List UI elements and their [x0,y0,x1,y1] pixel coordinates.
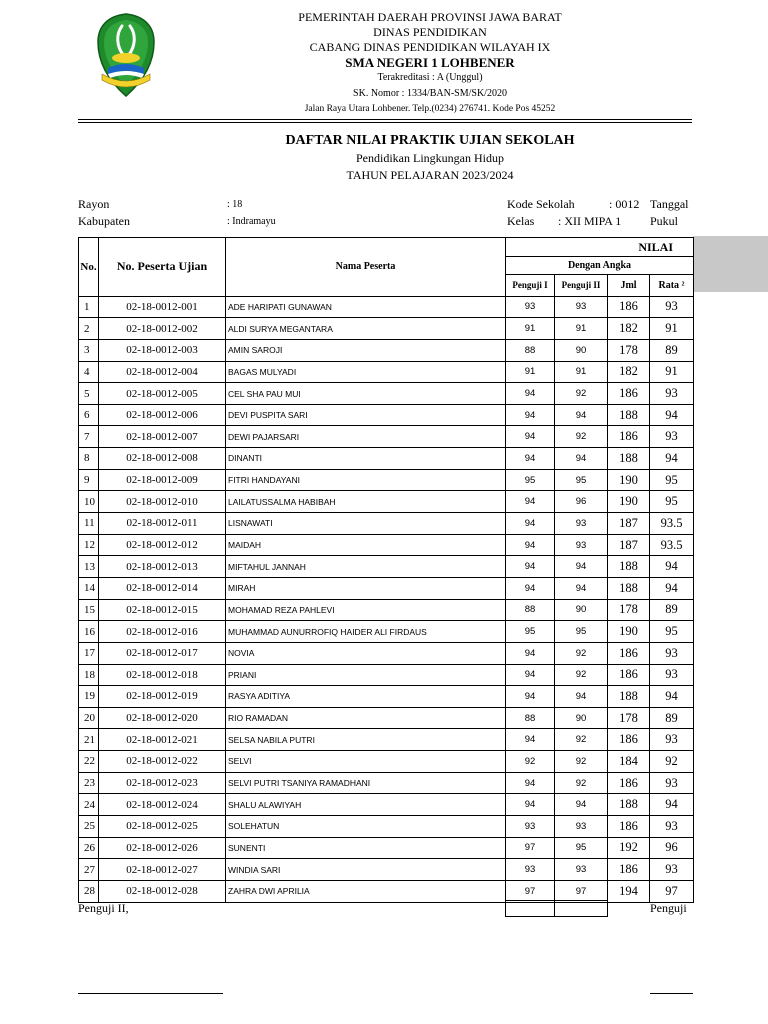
header-divider [78,119,692,120]
participant-id: 02-18-0012-024 [99,794,226,816]
participant-id: 02-18-0012-027 [99,859,226,881]
score-penguji-2: 94 [555,556,608,578]
score-penguji-2: 96 [555,491,608,513]
score-average: 95 [650,621,694,643]
score-total: 188 [608,556,650,578]
participant-id: 02-18-0012-023 [99,772,226,794]
participant-name: SOLEHATUN [226,816,506,838]
footer-penguji-2: Penguji II, [78,901,129,915]
participant-name: ALDI SURYA MEGANTARA [226,318,506,340]
score-penguji-2: 94 [555,448,608,470]
score-penguji-2: 93 [555,816,608,838]
row-number: 5 [79,383,99,405]
participant-id: 02-18-0012-020 [99,707,226,729]
score-penguji-2: 94 [555,794,608,816]
table-row [79,664,694,686]
table-row [79,880,694,902]
participant-id: 02-18-0012-014 [99,577,226,599]
row-number: 28 [79,880,99,902]
header-participant-id: No. Peserta Ujian [99,238,226,297]
score-penguji-2: 95 [555,469,608,491]
signature-line-left [78,993,223,994]
row-number: 19 [79,686,99,708]
table-row [79,383,694,405]
table-row [79,556,694,578]
rayon-value: : 18 [227,199,243,210]
participant-id: 02-18-0012-025 [99,816,226,838]
row-number: 25 [79,816,99,838]
participant-id: 02-18-0012-015 [99,599,226,621]
participant-name: MUHAMMAD AUNURROFIQ HAIDER ALI FIRDAUS [226,621,506,643]
score-average: 97 [650,880,694,902]
score-total: 190 [608,469,650,491]
score-average: 94 [650,556,694,578]
score-penguji-1: 91 [506,361,555,383]
row-number: 1 [79,296,99,318]
participant-id: 02-18-0012-028 [99,880,226,902]
kabupaten-label: Kabupaten [78,214,130,228]
participant-id: 02-18-0012-012 [99,534,226,556]
table-row [79,448,694,470]
score-average: 94 [650,448,694,470]
score-average: 93 [650,383,694,405]
participant-id: 02-18-0012-022 [99,751,226,773]
header-rata: Rata ² [650,275,694,297]
header-sk-number: SK. Nomor : 1334/BAN-SM/SK/2020 [353,88,507,99]
table-row [79,426,694,448]
score-average: 93 [650,729,694,751]
participant-name: SHALU ALAWIYAH [226,794,506,816]
score-average: 93.5 [650,534,694,556]
score-total: 186 [608,426,650,448]
document-title: DAFTAR NILAI PRAKTIK UJIAN SEKOLAH [285,133,575,148]
row-number: 22 [79,751,99,773]
row-number: 14 [79,577,99,599]
score-penguji-2: 94 [555,404,608,426]
participant-name: PRIANI [226,664,506,686]
table-row [79,686,694,708]
pukul-label: Pukul [650,214,679,228]
document-year: TAHUN PELAJARAN 2023/2024 [346,168,514,182]
score-penguji-1: 88 [506,339,555,361]
score-total: 186 [608,772,650,794]
participant-id: 02-18-0012-017 [99,642,226,664]
rayon-label: Rayon [78,197,110,211]
participant-id: 02-18-0012-026 [99,837,226,859]
participant-name: SUNENTI [226,837,506,859]
score-penguji-1: 94 [506,448,555,470]
header-school-name: SMA NEGERI 1 LOHBENER [345,55,515,70]
score-total: 186 [608,383,650,405]
participant-id: 02-18-0012-010 [99,491,226,513]
participant-id: 02-18-0012-005 [99,383,226,405]
score-penguji-2: 95 [555,837,608,859]
score-average: 93.5 [650,513,694,535]
score-total: 194 [608,880,650,902]
score-penguji-1: 88 [506,707,555,729]
score-penguji-2: 94 [555,577,608,599]
score-penguji-2: 90 [555,707,608,729]
score-average: 89 [650,599,694,621]
score-penguji-1: 94 [506,383,555,405]
score-penguji-2: 92 [555,426,608,448]
kelas-label: Kelas [507,214,535,228]
participant-id: 02-18-0012-018 [99,664,226,686]
row-number: 7 [79,426,99,448]
score-total: 190 [608,491,650,513]
score-penguji-2: 93 [555,534,608,556]
score-penguji-1: 94 [506,534,555,556]
score-average: 95 [650,469,694,491]
row-number: 11 [79,513,99,535]
table-row [79,361,694,383]
row-number: 16 [79,621,99,643]
score-penguji-1: 94 [506,794,555,816]
score-penguji-2: 92 [555,642,608,664]
row-number: 21 [79,729,99,751]
score-penguji-1: 93 [506,816,555,838]
score-penguji-1: 93 [506,859,555,881]
participant-name: SELSA NABILA PUTRI [226,729,506,751]
score-average: 93 [650,816,694,838]
table-row [79,513,694,535]
participant-name: CEL SHA PAU MUI [226,383,506,405]
table-row [79,534,694,556]
participant-name: LAILATUSSALMA HABIBAH [226,491,506,513]
participant-name: MIRAH [226,577,506,599]
score-average: 92 [650,751,694,773]
participant-name: SELVI PUTRI TSANIYA RAMADHANI [226,772,506,794]
score-penguji-1: 88 [506,599,555,621]
participant-name: MAIDAH [226,534,506,556]
score-penguji-2: 93 [555,859,608,881]
score-total: 184 [608,751,650,773]
kode-sekolah-label: Kode Sekolah [507,197,575,211]
table-row [79,729,694,751]
table-row [79,296,694,318]
table-row [79,318,694,340]
score-average: 93 [650,772,694,794]
jawa-barat-emblem-logo [94,12,158,98]
score-total: 178 [608,339,650,361]
score-penguji-1: 94 [506,513,555,535]
score-penguji-1: 95 [506,621,555,643]
score-total: 178 [608,599,650,621]
row-number: 9 [79,469,99,491]
table-row [79,859,694,881]
score-penguji-1: 93 [506,296,555,318]
shaded-cell-area [693,236,768,292]
table-row [79,339,694,361]
score-penguji-1: 94 [506,686,555,708]
row-number: 17 [79,642,99,664]
score-penguji-2: 97 [555,880,608,902]
score-penguji-1: 95 [506,469,555,491]
score-average: 91 [650,318,694,340]
score-penguji-1: 94 [506,577,555,599]
score-penguji-2: 90 [555,339,608,361]
table-row [79,642,694,664]
participant-id: 02-18-0012-006 [99,404,226,426]
score-total: 186 [608,729,650,751]
participant-name: MIFTAHUL JANNAH [226,556,506,578]
score-total: 190 [608,621,650,643]
row-number: 3 [79,339,99,361]
score-table [78,237,694,903]
row-number: 15 [79,599,99,621]
participant-id: 02-18-0012-009 [99,469,226,491]
score-total: 192 [608,837,650,859]
row-number: 24 [79,794,99,816]
score-average: 94 [650,686,694,708]
score-penguji-2: 92 [555,729,608,751]
row-number: 23 [79,772,99,794]
table-row [79,837,694,859]
header-penguji-1: Penguji I [506,275,555,297]
row-number: 27 [79,859,99,881]
score-penguji-2: 92 [555,772,608,794]
score-total: 182 [608,318,650,340]
score-penguji-2: 92 [555,664,608,686]
participant-id: 02-18-0012-002 [99,318,226,340]
score-total: 188 [608,577,650,599]
table-row [79,772,694,794]
participant-name: ADE HARIPATI GUNAWAN [226,296,506,318]
header-dengan-angka: Dengan Angka [506,257,694,275]
score-total: 186 [608,859,650,881]
score-penguji-1: 94 [506,491,555,513]
row-number: 2 [79,318,99,340]
score-average: 93 [650,664,694,686]
row-number: 26 [79,837,99,859]
kode-sekolah-value: : 0012 [609,197,640,211]
signature-line-right [650,993,693,994]
participant-id: 02-18-0012-007 [99,426,226,448]
score-average: 93 [650,859,694,881]
score-average: 91 [650,361,694,383]
score-penguji-2: 91 [555,361,608,383]
score-penguji-2: 93 [555,296,608,318]
participant-name: SELVI [226,751,506,773]
score-penguji-1: 94 [506,664,555,686]
table-row [79,621,694,643]
score-penguji-2: 91 [555,318,608,340]
header-penguji-2: Penguji II [555,275,608,297]
kabupaten-value: : Indramayu [227,216,276,227]
score-penguji-1: 97 [506,837,555,859]
participant-name: DEWI PAJARSARI [226,426,506,448]
participant-name: MOHAMAD REZA PAHLEVI [226,599,506,621]
score-penguji-1: 94 [506,772,555,794]
participant-id: 02-18-0012-021 [99,729,226,751]
participant-id: 02-18-0012-001 [99,296,226,318]
table-row [79,816,694,838]
table-row [79,751,694,773]
participant-id: 02-18-0012-016 [99,621,226,643]
participant-name: DINANTI [226,448,506,470]
row-number: 20 [79,707,99,729]
score-penguji-1: 97 [506,880,555,902]
score-penguji-1: 91 [506,318,555,340]
participant-name: LISNAWATI [226,513,506,535]
row-number: 18 [79,664,99,686]
score-average: 94 [650,577,694,599]
score-average: 96 [650,837,694,859]
header-participant-name: Nama Peserta [226,238,506,297]
participant-id: 02-18-0012-004 [99,361,226,383]
score-penguji-1: 92 [506,751,555,773]
participant-name: RIO RAMADAN [226,707,506,729]
score-total: 186 [608,296,650,318]
score-total: 187 [608,513,650,535]
score-total: 188 [608,448,650,470]
table-row [79,469,694,491]
score-average: 94 [650,404,694,426]
participant-name: AMIN SAROJI [226,339,506,361]
score-total: 186 [608,642,650,664]
document-subject: Pendidikan Lingkungan Hidup [356,151,504,165]
score-total: 188 [608,794,650,816]
participant-name: RASYA ADITIYA [226,686,506,708]
table-row [79,599,694,621]
row-number: 8 [79,448,99,470]
score-penguji-2: 93 [555,513,608,535]
table-row [79,794,694,816]
footer-penguji: Penguji [650,901,687,915]
header-no: No. [79,238,99,297]
participant-id: 02-18-0012-013 [99,556,226,578]
header-jml: Jml [608,275,650,297]
score-total: 188 [608,686,650,708]
table-row [79,404,694,426]
footer-empty-cell-2 [554,900,608,917]
score-average: 93 [650,426,694,448]
score-penguji-1: 94 [506,426,555,448]
participant-id: 02-18-0012-019 [99,686,226,708]
score-penguji-1: 94 [506,556,555,578]
row-number: 12 [79,534,99,556]
score-total: 182 [608,361,650,383]
score-penguji-2: 95 [555,621,608,643]
tanggal-label: Tanggal [650,197,689,211]
score-penguji-1: 94 [506,642,555,664]
score-total: 178 [608,707,650,729]
participant-id: 02-18-0012-008 [99,448,226,470]
score-average: 95 [650,491,694,513]
participant-name: NOVIA [226,642,506,664]
participant-name: ZAHRA DWI APRILIA [226,880,506,902]
score-penguji-2: 90 [555,599,608,621]
participant-name: FITRI HANDAYANI [226,469,506,491]
row-number: 10 [79,491,99,513]
participant-name: BAGAS MULYADI [226,361,506,383]
score-total: 186 [608,816,650,838]
header-accreditation: Terakreditasi : A (Unggul) [377,72,483,83]
header-nilai: NILAI [506,238,694,257]
table-row [79,491,694,513]
score-total: 186 [608,664,650,686]
table-row [79,577,694,599]
row-number: 13 [79,556,99,578]
participant-name: WINDIA SARI [226,859,506,881]
score-penguji-1: 94 [506,404,555,426]
row-number: 6 [79,404,99,426]
score-penguji-2: 94 [555,686,608,708]
kelas-value: : XII MIPA 1 [558,214,622,228]
score-average: 93 [650,642,694,664]
score-penguji-1: 94 [506,729,555,751]
row-number: 4 [79,361,99,383]
score-average: 89 [650,707,694,729]
score-average: 93 [650,296,694,318]
score-penguji-2: 92 [555,751,608,773]
table-header-row [79,238,694,257]
score-total: 188 [608,404,650,426]
header-government: PEMERINTAH DAERAH PROVINSI JAWA BARAT [298,10,562,24]
table-row [79,707,694,729]
score-total: 187 [608,534,650,556]
score-average: 89 [650,339,694,361]
participant-name: DEVI PUSPITA SARI [226,404,506,426]
header-branch: CABANG DINAS PENDIDIKAN WILAYAH IX [309,40,551,54]
header-department: DINAS PENDIDIKAN [373,25,487,39]
participant-id: 02-18-0012-003 [99,339,226,361]
header-address: Jalan Raya Utara Lohbener. Telp.(0234) 276741. Kode Pos 45252 [304,104,556,114]
score-penguji-2: 92 [555,383,608,405]
score-average: 94 [650,794,694,816]
participant-id: 02-18-0012-011 [99,513,226,535]
header-divider-secondary [78,122,692,123]
